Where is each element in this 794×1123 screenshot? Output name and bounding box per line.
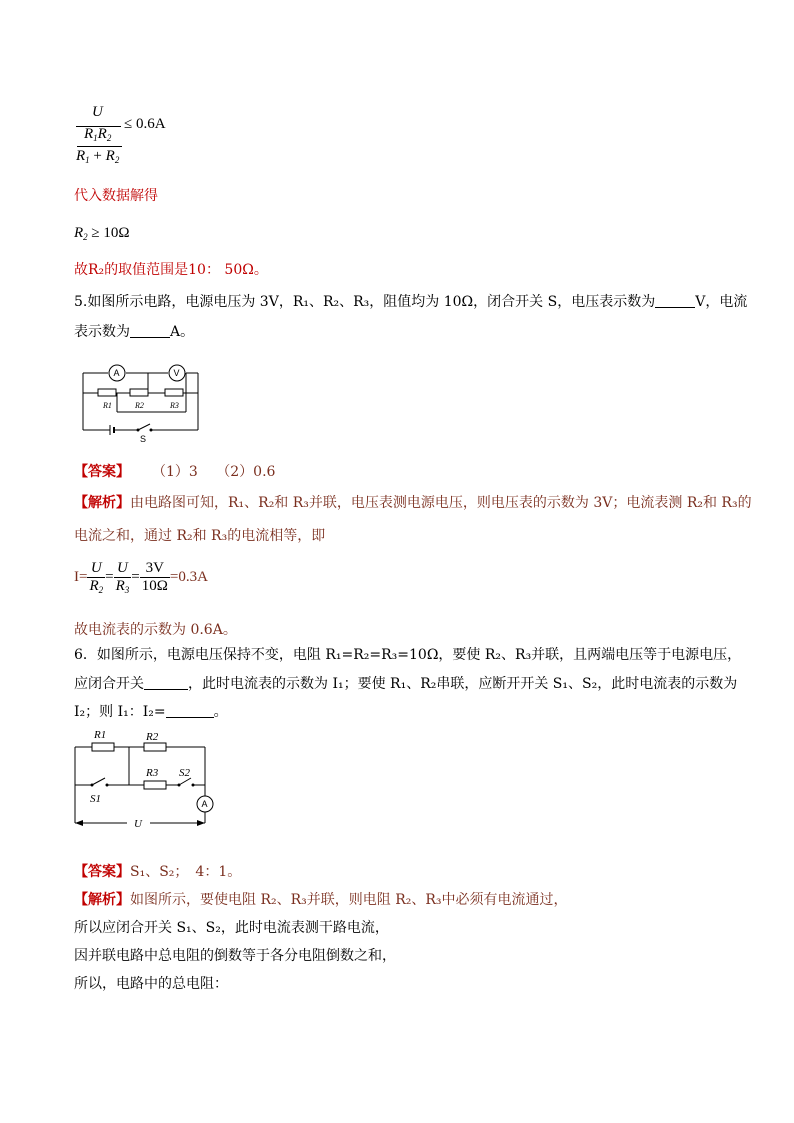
formula-den-num: $R_1R_2$ (84, 126, 112, 143)
range-conclusion: 故R₂的取值范围是10： 50Ω。 (74, 262, 268, 278)
q5-r2-label: R2 (135, 401, 144, 410)
q5-analysis-line2: 电流之和，通过 R₂和 R₃的电流相等，即 (74, 528, 326, 544)
q5-blank-current (130, 323, 170, 338)
formula-current-limit (74, 104, 214, 170)
q6-analysis-line2: 所以应闭合开关 S₁、S₂，此时电流表测干路电流， (74, 920, 389, 936)
substitute-line: 代入数据解得 (74, 188, 158, 204)
q6-s2-label: S2 (179, 767, 190, 779)
q6-s1-label: S1 (90, 793, 101, 805)
q5-r1-label: R1 (103, 401, 112, 410)
q6-line2: 应闭合开关 ，此时电流表的示数为 I₁；要使 R₁、R₂串联，应断开开关 S₁、S₂，此时电流表的示数为 (74, 676, 738, 692)
q6-circuit-diagram (72, 725, 222, 835)
q6-analysis-line1: 【解析】如图所示，要使电阻 R₂、R₃并联，则电阻 R₂、R₃中必须有电流通过， (74, 892, 568, 908)
formula-den-den: $R_1 + R_2$ (76, 148, 120, 165)
q6-answer: 【答案】S₁、S₂； 4：1。 (74, 864, 242, 880)
q6-line3: I₂；则 I₁：I₂= 。 (74, 704, 228, 720)
q6-ammeter-label: A (201, 799, 208, 809)
q5-ammeter-label: A (113, 368, 120, 378)
q5-switch-label: S (140, 434, 147, 442)
q5-circuit-diagram (78, 360, 208, 442)
q6-blank-ratio (166, 703, 214, 718)
q6-r1-label: R1 (94, 729, 107, 741)
q5-analysis-line1: 【解析】由电路图可知，R₁、R₂和 R₃并联，电压表测电源电压，则电压表的示数为 3V；电流表测 R₂和 R₃的 (74, 495, 752, 511)
q6-r3-label: R3 (146, 767, 159, 779)
q6-r2-label: R2 (146, 731, 159, 743)
q5-conclusion: 故电流表的示数为 0.6A。 (74, 622, 237, 638)
q6-analysis-line4: 所以，电路中的总电阻： (74, 976, 228, 992)
q6-blank-switch (144, 675, 188, 690)
q6-analysis-line3: 因并联电路中总电阻的倒数等于各分电阻倒数之和， (74, 948, 396, 964)
formula-numerator: U (92, 104, 103, 120)
formula-rhs: ≤ 0.6A (124, 116, 166, 132)
q5-r3-label: R3 (170, 401, 179, 410)
formula-sub-bar (77, 146, 122, 147)
q5-answer: 【答案】 （1）3 （2）0.6 (74, 464, 276, 480)
q5-voltmeter-label: V (173, 368, 180, 378)
q5-formula: I= $\frac{U}{R_2}$ = $\frac{U}{R_3}$ = $\frac{3V}{10\Omega}$ =0.3A (74, 560, 208, 595)
q6-u-label: U (134, 818, 142, 830)
q5-line1: 5.如图所示电路，电源电压为 3V，R₁、R₂、R₃，阻值均为 10Ω，闭合开关 S，电压表示数为 V，电流 (74, 294, 748, 310)
q5-line2: 表示数为 A。 (74, 324, 195, 340)
formula-r2-min: $R_2 \ge 10\Omega$ (74, 225, 130, 242)
q6-line1: 6．如图所示，电源电压保持不变，电阻 R₁=R₂=R₃=10Ω，要使 R₂、R₃并联，且两端电压等于电源电压， (74, 647, 742, 663)
q5-blank-voltage (655, 293, 695, 308)
